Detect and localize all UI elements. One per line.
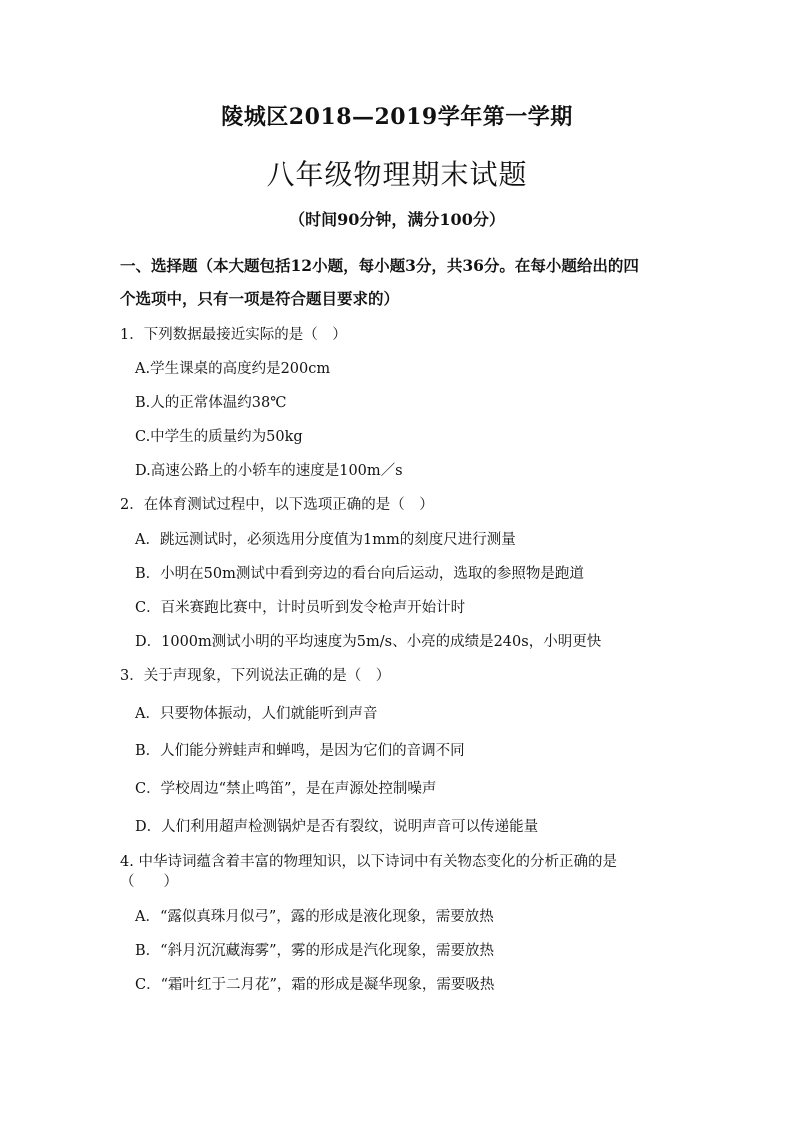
question-3-stem: 3．关于声现象，下列说法正确的是（ ） bbox=[120, 668, 391, 684]
question-3-option-c: C．学校周边“禁止鸣笛”，是在声源处控制噪声 bbox=[135, 781, 437, 797]
question-3-option-b: B．人们能分辨蛙声和蝉鸣，是因为它们的音调不同 bbox=[135, 743, 465, 759]
question-2-option-a: A．跳远测试时，必须选用分度值为1mm的刻度尺进行测量 bbox=[135, 532, 516, 548]
question-1-option-d: D.高速公路上的小轿车的速度是100m／s bbox=[135, 463, 403, 479]
exam-title: 八年级物理期末试题 bbox=[266, 158, 528, 191]
question-1-option-a: A.学生课桌的高度约是200cm bbox=[135, 361, 331, 377]
section-heading-line-1: 一、选择题（本大题包括12小题，每小题3分，共36分。在每小题给出的四 bbox=[120, 256, 639, 275]
question-1-stem: 1．下列数据最接近实际的是（ ） bbox=[120, 327, 347, 343]
question-1-option-b: B.人的正常体温约38℃ bbox=[135, 395, 287, 411]
question-2-option-b: B．小明在50m测试中看到旁边的看台向后运动，选取的参照物是跑道 bbox=[135, 566, 584, 582]
question-3-option-d: D．人们利用超声检测锅炉是否有裂纹，说明声音可以传递能量 bbox=[135, 819, 539, 835]
time-info: （时间90分钟，满分100分） bbox=[289, 210, 505, 229]
question-4-stem: 4. 中华诗词蕴含着丰富的物理知识，以下诗词中有关物态变化的分析正确的是 bbox=[120, 854, 617, 870]
question-1-option-c: C.中学生的质量约为50kg bbox=[135, 429, 303, 445]
question-2-option-c: C．百米赛跑比赛中，计时员听到发令枪声开始计时 bbox=[135, 600, 466, 616]
school-term-heading: 陵城区2018—2019学年第一学期 bbox=[221, 104, 573, 130]
question-2-option-d: D．1000m测试小明的平均速度为5m/s、小亮的成绩是240s，小明更快 bbox=[135, 634, 602, 650]
question-4-stem-continued: （ ） bbox=[120, 874, 178, 890]
question-3-option-a: A．只要物体振动，人们就能听到声音 bbox=[135, 706, 378, 722]
question-4-option-b: B．“斜月沉沉藏海雾”，雾的形成是汽化现象，需要放热 bbox=[135, 943, 494, 959]
question-4-option-c: C．“霜叶红于二月花”，霜的形成是凝华现象，需要吸热 bbox=[135, 977, 495, 993]
section-heading-line-2: 个选项中，只有一项是符合题目要求的） bbox=[120, 289, 400, 308]
question-4-option-a: A．“露似真珠月似弓”，露的形成是液化现象，需要放热 bbox=[135, 909, 494, 925]
question-2-stem: 2．在体育测试过程中，以下选项正确的是（ ） bbox=[120, 497, 434, 513]
